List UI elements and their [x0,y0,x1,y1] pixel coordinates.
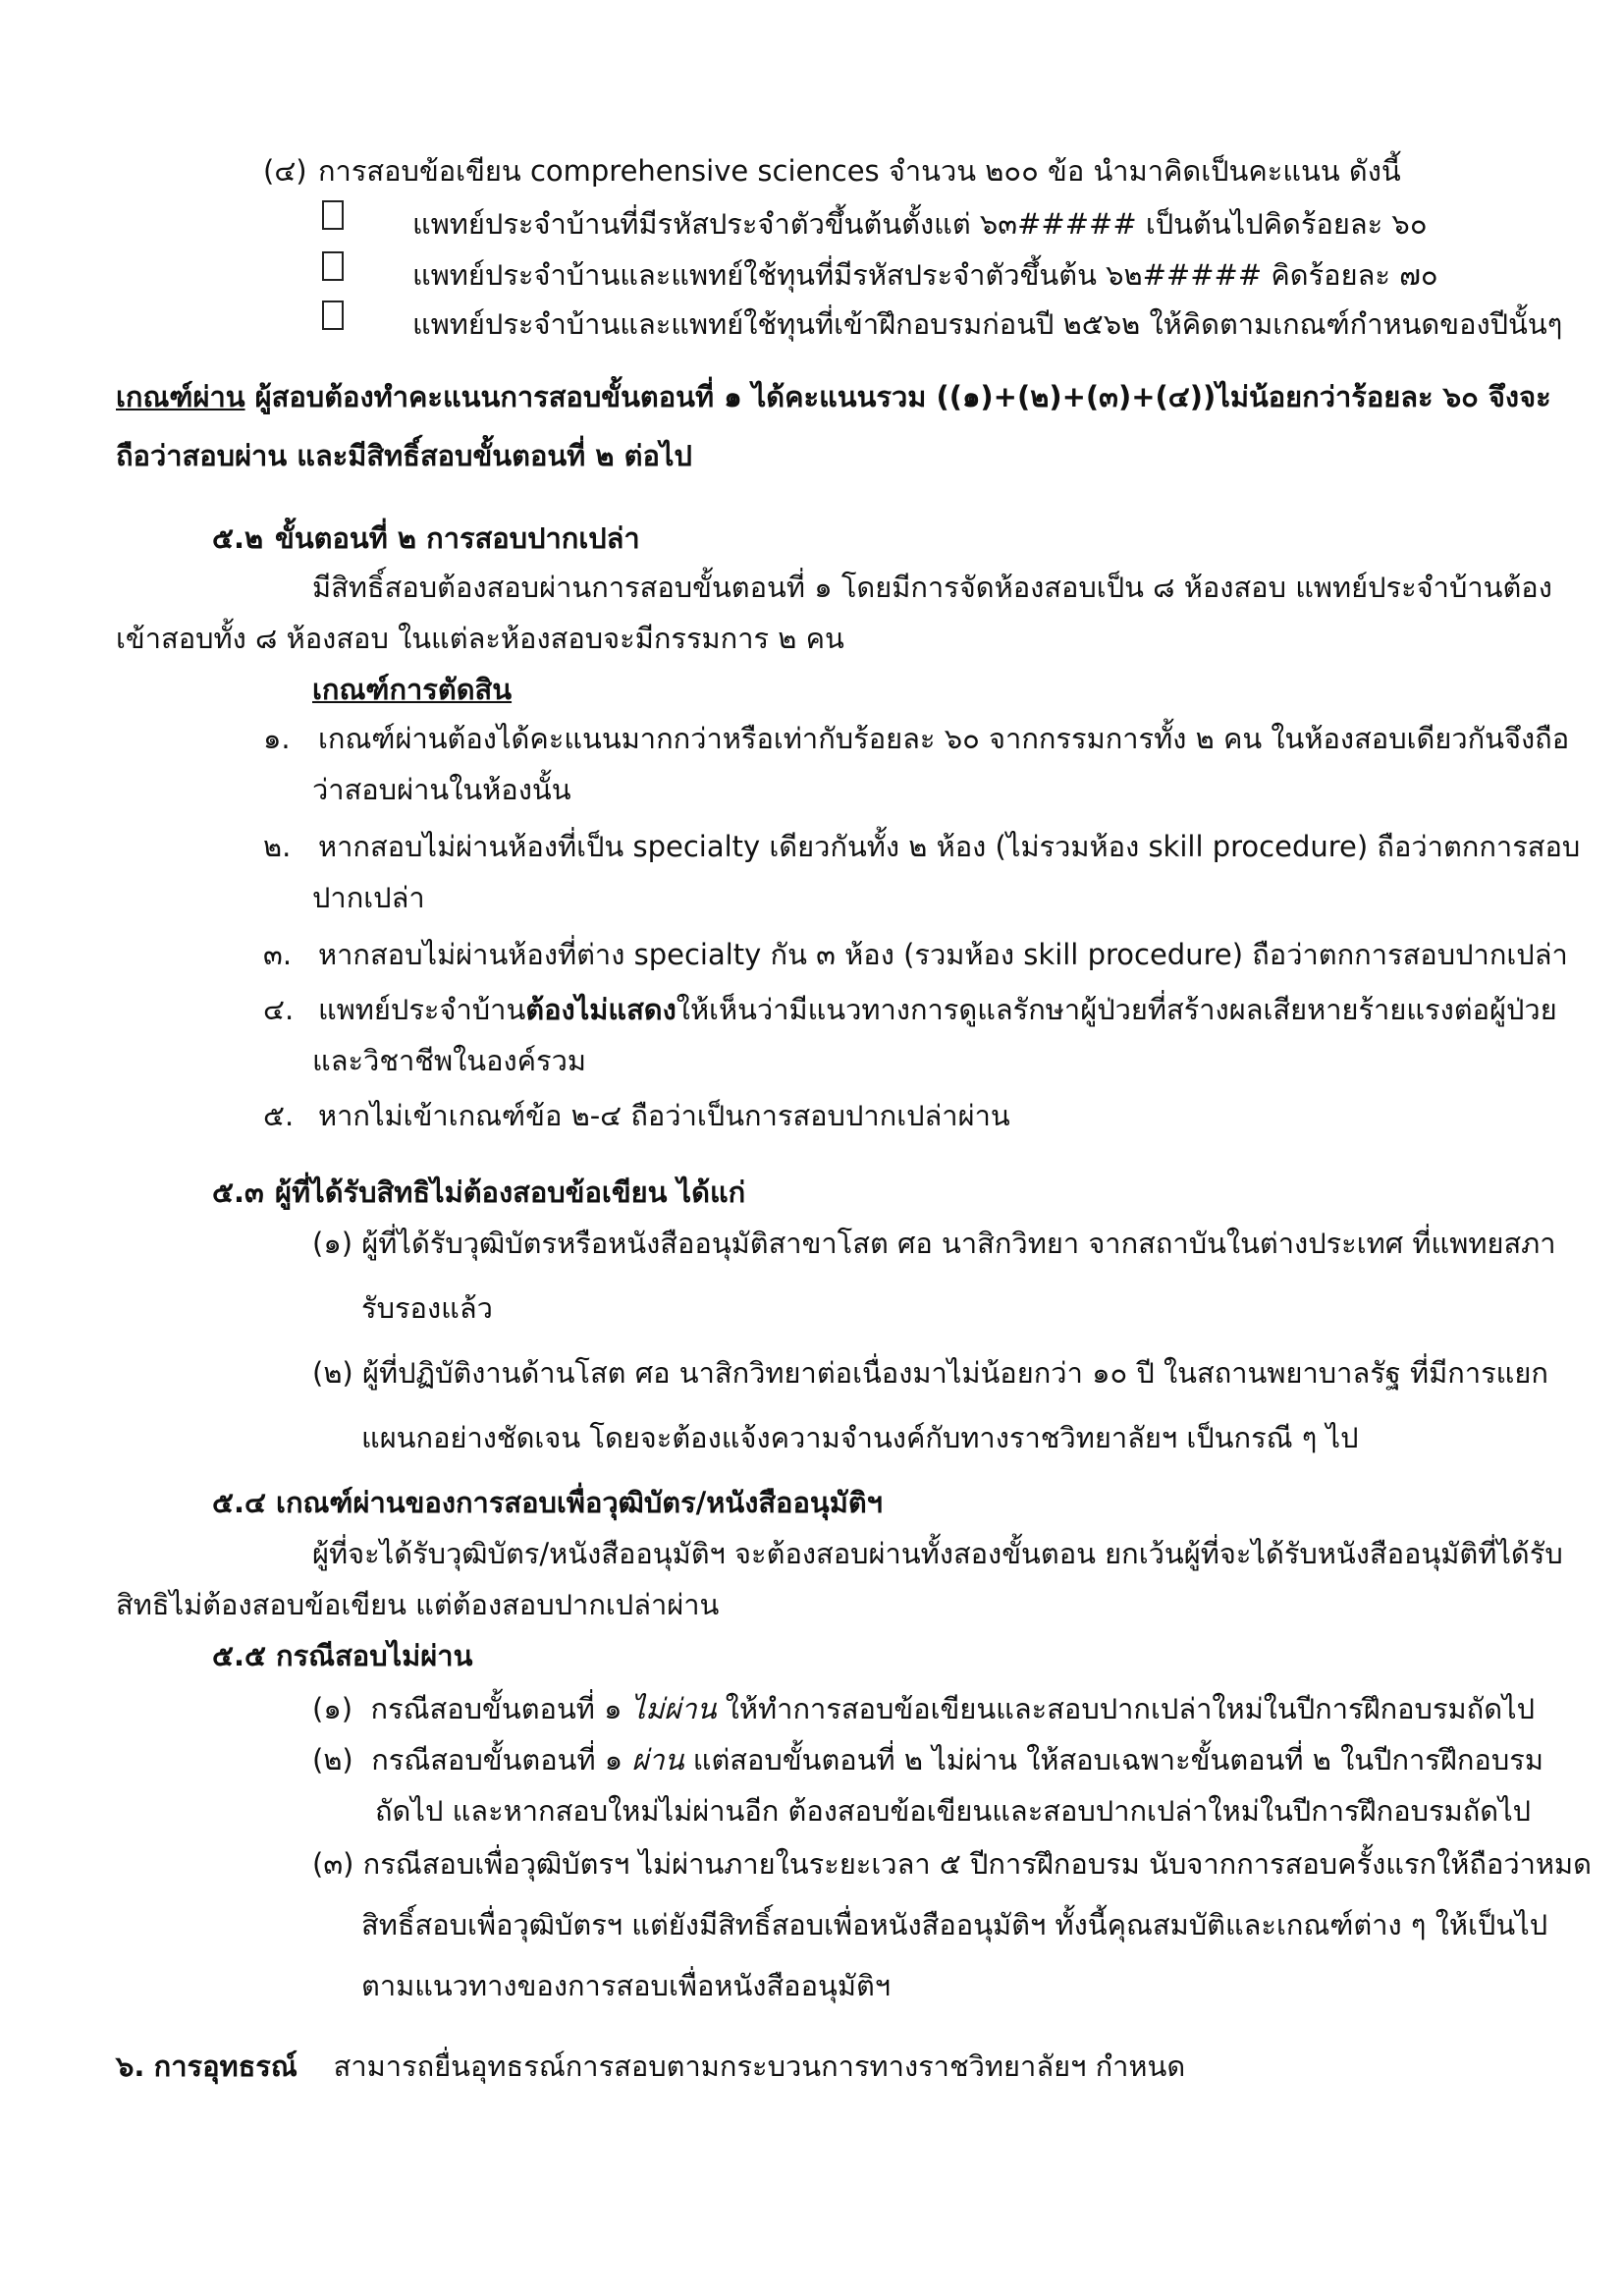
fail-case-3 [312,1846,1592,1884]
checkbox-icon [322,251,344,281]
fail-case-1-text-italic: ไม่ผ่าน [630,1692,717,1725]
criteria-item-2-cont: ปากเปล่า [312,881,425,914]
fail-case-2-text-c: แต่สอบขั้นตอนที่ ๒ ไม่ผ่าน ให้สอบเฉพาะขั้นตอนที่ ๒ ในปีการฝึกอบรม [692,1743,1543,1777]
criteria-item-4-text-a: แพทย์ประจำบ้าน [318,993,526,1026]
fail-case-2-number: (๒) [312,1743,353,1777]
criteria-item-4-cont: และวิชาชีพในองค์รวม [312,1044,587,1077]
checkbox-icon [322,301,344,330]
criteria-item-4 [263,992,1557,1029]
section-5-4-number: ๕.๔ [212,1486,266,1519]
section-6-text: สามารถยื่นอุทธรณ์การสอบตามกระบวนการทางราชวิทยาลัยฯ กำหนด [333,2050,1186,2083]
criteria-item-4-text-c: ให้เห็นว่ามีแนวทางการดูแลรักษาผู้ป่วยที่สร้างผลเสียหายร้ายแรงต่อผู้ป่วย [676,993,1557,1026]
exempt-item-1-text: ผู้ที่ได้รับวุฒิบัตรหรือหนังสืออนุมัติสาขาโสต ศอ นาสิกวิทยา จากสถาบันในต่างประเทศ ที่แพทยสภา [361,1227,1556,1260]
section-5-5-title: กรณีสอบไม่ผ่าน [276,1639,473,1672]
section-5-2-heading [212,520,640,558]
criteria-item-1-number: ๑. [263,722,291,755]
section-5-5-number: ๕.๕ [212,1639,266,1672]
item-4-header [263,153,1401,191]
judgment-criteria-title: เกณฑ์การตัดสิน [312,673,513,706]
criteria-item-4-number: ๔. [263,993,295,1026]
exempt-item-1-number: (๑) [312,1227,353,1260]
section-5-4-heading [212,1485,883,1522]
criteria-item-3 [263,937,1568,974]
exempt-item-1 [312,1226,1556,1263]
section-6-title: การอุทธรณ์ [153,2050,298,2083]
section-5-3-number: ๕.๓ [212,1175,264,1209]
checkbox-icon [322,200,344,230]
section-6-number: ๖. [116,2050,145,2083]
fail-case-3-number: (๓) [312,1847,354,1881]
criteria-item-2-number: ๒. [263,830,292,863]
fail-case-3-cont-2: ตามแนวทางของการสอบเพื่อหนังสืออนุมัติฯ [361,1969,892,2002]
section-5-3-heading [212,1175,745,1212]
section-5-4-title: เกณฑ์ผ่านของการสอบเพื่อวุฒิบัตร/หนังสืออนุมัติฯ [276,1486,883,1519]
section-5-3-title: ผู้ที่ได้รับสิทธิไม่ต้องสอบข้อเขียน ได้แก่ [275,1175,746,1209]
item-4-number: (๔) [263,154,307,188]
criteria-item-2-text: หากสอบไม่ผ่านห้องที่เป็น specialty เดียวกันทั้ง ๒ ห้อง (ไม่รวมห้อง skill procedure) ถือว่าตกการสอบ [318,830,1581,863]
fail-case-3-text: กรณีสอบเพื่อวุฒิบัตรฯ ไม่ผ่านภายในระยะเวลา ๕ ปีการฝึกอบรม นับจากการสอบครั้งแรกให้ถือว่าหมด [362,1847,1592,1881]
section-6 [116,2049,1185,2086]
fail-case-1 [312,1691,1535,1728]
section-5-4-para-line1: ผู้ที่จะได้รับวุฒิบัตร/หนังสืออนุมัติฯ จะต้องสอบผ่านทั้งสองขั้นตอน ยกเว้นผู้ที่จะได้รับหนังสืออนุมัติที่ได้รับ [312,1537,1563,1570]
criteria-item-4-text-bold: ต้องไม่แสดง [525,993,677,1026]
criteria-item-5 [263,1098,1010,1135]
pass-criteria-label: เกณฑ์ผ่าน [116,380,245,413]
criteria-item-2 [263,829,1580,866]
score-rule-2: แพทย์ประจำบ้านและแพทย์ใช้ทุนที่มีรหัสประจำตัวขึ้นต้น ๖๒##### คิดร้อยละ ๗๐ [412,258,1438,292]
score-rule-3: แพทย์ประจำบ้านและแพทย์ใช้ทุนที่เข้าฝึกอบรมก่อนปี ๒๕๖๒ ให้คิดตามเกณฑ์กำหนดของปีนั้นๆ [412,307,1563,341]
section-5-2-number: ๕.๒ [212,521,264,555]
exempt-item-2 [312,1355,1548,1393]
fail-case-2-text-a: กรณีสอบขั้นตอนที่ ๑ [371,1743,623,1777]
criteria-item-5-number: ๕. [263,1099,295,1132]
exempt-item-2-text: ผู้ที่ปฏิบัติงานด้านโสต ศอ นาสิกวิทยาต่อเนื่องมาไม่น้อยกว่า ๑๐ ปี ในสถานพยาบาลรัฐ ที่มีการแยก [361,1356,1548,1390]
item-4-text: การสอบข้อเขียน comprehensive sciences จำนวน ๒๐๐ ข้อ นำมาคิดเป็นคะแนน ดังนี้ [318,154,1401,188]
exempt-item-2-number: (๒) [312,1356,353,1390]
section-5-5-heading [212,1638,472,1675]
score-rule-1: แพทย์ประจำบ้านที่มีรหัสประจำตัวขึ้นต้นตั้งแต่ ๖๓##### เป็นต้นไปคิดร้อยละ ๖๐ [412,207,1428,241]
criteria-item-5-text: หากไม่เข้าเกณฑ์ข้อ ๒-๔ ถือว่าเป็นการสอบปากเปล่าผ่าน [318,1099,1010,1132]
fail-case-2-cont: ถัดไป และหากสอบใหม่ไม่ผ่านอีก ต้องสอบข้อเขียนและสอบปากเปล่าใหม่ในปีการฝึกอบรมถัดไป [375,1794,1532,1828]
fail-case-2 [312,1742,1543,1779]
fail-case-1-number: (๑) [312,1692,353,1725]
section-5-2-title: ขั้นตอนที่ ๒ การสอบปากเปล่า [275,521,640,555]
fail-case-3-cont-1: สิทธิ์สอบเพื่อวุฒิบัตรฯ แต่ยังมีสิทธิ์สอบเพื่อหนังสืออนุมัติฯ ทั้งนี้คุณสมบัติและเกณฑ์ต่าง ๆ ให้เป็นไป [361,1908,1548,1941]
section-5-4-para-line2: สิทธิไม่ต้องสอบข้อเขียน แต่ต้องสอบปากเปล่าผ่าน [116,1588,720,1621]
pass-criteria-line1 [116,379,1551,416]
exempt-item-1-cont: รับรองแล้ว [361,1291,493,1325]
criteria-item-1 [263,721,1569,758]
fail-case-1-text-a: กรณีสอบขั้นตอนที่ ๑ [370,1692,623,1725]
fail-case-1-text-c: ให้ทำการสอบข้อเขียนและสอบปากเปล่าใหม่ในปีการฝึกอบรมถัดไป [725,1692,1536,1725]
pass-criteria-text: ผู้สอบต้องทำคะแนนการสอบขั้นตอนที่ ๑ ได้คะแนนรวม ((๑)+(๒)+(๓)+(๔))ไม่น้อยกว่าร้อยละ ๖๐ จึงจะ [254,380,1551,413]
exempt-item-2-cont: แผนกอย่างชัดเจน โดยจะต้องแจ้งความจำนงค์กับทางราชวิทยาลัยฯ เป็นกรณี ๆ ไป [361,1421,1359,1454]
section-5-2-para-line1: มีสิทธิ์สอบต้องสอบผ่านการสอบขั้นตอนที่ ๑ โดยมีการจัดห้องสอบเป็น ๘ ห้องสอบ แพทย์ประจำบ้านต้อง [312,571,1552,604]
section-5-2-para-line2: เข้าสอบทั้ง ๘ ห้องสอบ ในแต่ละห้องสอบจะมีกรรมการ ๒ คน [116,622,844,655]
fail-case-2-text-italic: ผ่าน [631,1743,684,1777]
criteria-item-3-text: หากสอบไม่ผ่านห้องที่ต่าง specialty กัน ๓ ห้อง (รวมห้อง skill procedure) ถือว่าตกการสอบปากเปล่า [318,938,1568,971]
pass-criteria-line2: ถือว่าสอบผ่าน และมีสิทธิ์สอบขั้นตอนที่ ๒ ต่อไป [116,439,692,472]
criteria-item-1-text: เกณฑ์ผ่านต้องได้คะแนนมากกว่าหรือเท่ากับร้อยละ ๖๐ จากกรรมการทั้ง ๒ คน ในห้องสอบเดียวกันจึงถือ [318,722,1570,755]
criteria-item-3-number: ๓. [263,938,293,971]
criteria-item-1-cont: ว่าสอบผ่านในห้องนั้น [312,773,571,806]
